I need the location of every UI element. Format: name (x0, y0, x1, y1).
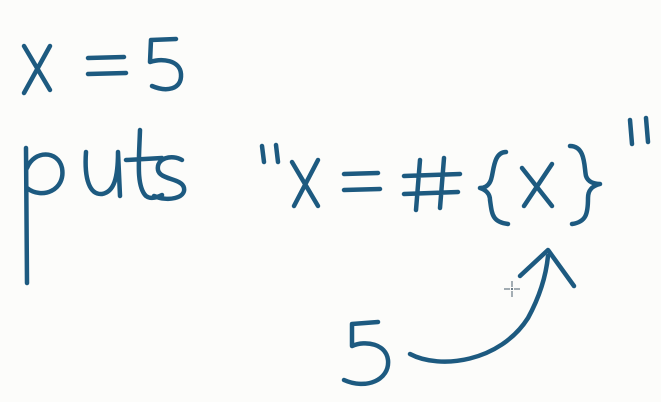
glyph-x (24, 46, 50, 93)
glyph-x-in-string (292, 160, 318, 206)
glyph-p (26, 148, 62, 283)
handwritten-annotation (344, 250, 574, 384)
glyph-u (86, 152, 120, 196)
glyph-hash (404, 158, 460, 210)
glyph-x-in-braces (522, 164, 552, 206)
glyph-5 (150, 39, 181, 89)
glyph-equals-in-string (344, 173, 380, 190)
glyph-open-quote (262, 145, 278, 162)
glyph-open-brace (480, 152, 508, 224)
glyph-s (154, 157, 184, 199)
glyph-annotation-5 (344, 322, 388, 384)
glyph-close-brace (570, 146, 600, 224)
glyph-close-quote (630, 118, 648, 144)
glyph-equals (88, 57, 126, 74)
crosshair-cursor-icon (503, 280, 521, 298)
handwritten-line-assignment (24, 39, 181, 93)
